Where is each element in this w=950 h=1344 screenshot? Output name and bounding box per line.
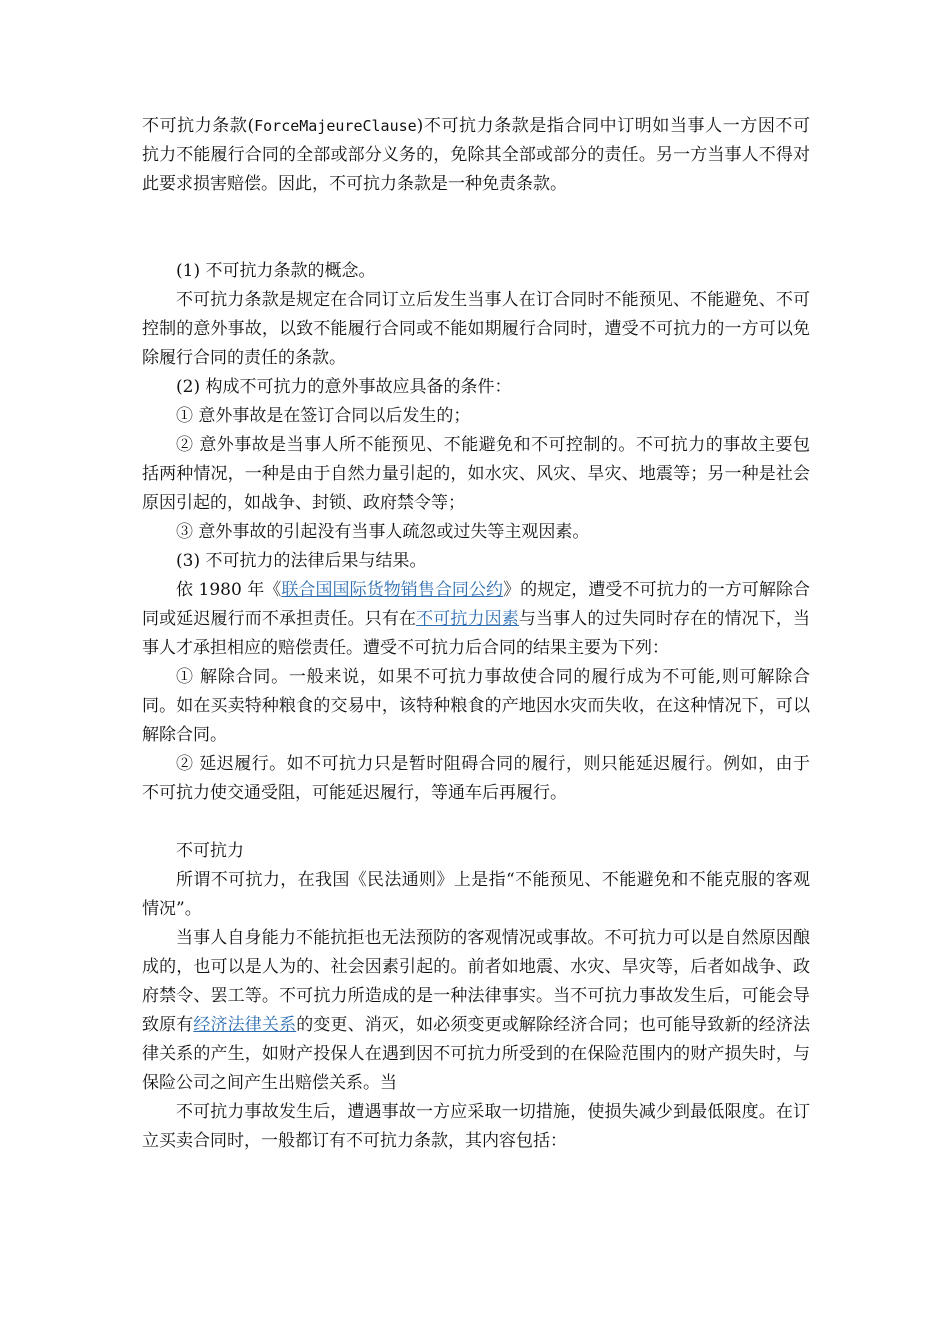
section1-body: 不可抗力条款是规定在合同订立后发生当事人在订合同时不能预见、不能避免、不可控制的意外事故，以致不能履行合同或不能如期履行合同时，遭受不可抗力的一方可以免除履行合同的责任的条款。	[142, 290, 810, 368]
section3-body-post: 与当事人的过失同时存在的情况下，当事人才承担相应的赔偿责任。遭受不可抗力后合同的结果主要为下列：	[142, 609, 811, 658]
section4-para3: 不可抗力事故发生后，遭遇事故一方应采取一切措施，使损失减少到最低限度。在订立买卖合同时，一般都订有不可抗力条款，其内容包括：	[142, 1102, 810, 1151]
section4-para1: 所谓不可抗力，在我国《民法通则》上是指“不能预见、不能避免和不能克服的客观情况”。	[142, 870, 810, 919]
section2-item-3: ③ 意外事故的引起没有当事人疏忽或过失等主观因素。	[176, 522, 590, 542]
section2-item-2: ② 意外事故是当事人所不能预见、不能避免和不可控制的。不可抗力的事故主要包括两种情况，一种是由于自然力量引起的，如水灾、风灾、旱灾、地震等；另一种是社会原因引起的，如战争、封锁、政府禁令等；	[142, 435, 810, 513]
intro-term: ForceMajeureClause	[254, 117, 417, 135]
section3-body-pre: 依 1980 年《	[176, 580, 282, 600]
intro-prefix: 不可抗力条款(	[142, 116, 255, 136]
section3-body	[142, 576, 810, 663]
section2-heading: (2) 构成不可抗力的意外事故应具备的条件：	[176, 377, 512, 397]
section1-heading: (1) 不可抗力条款的概念。	[176, 261, 376, 281]
cisg-link[interactable]: 联合国国际货物销售合同公约	[281, 580, 504, 600]
intro-suffix: )不可抗力条款是指合同中订明如当事人一方因不可抗力不能履行合同的全部或部分义务的，免除其全部或部分的责任。另一方当事人不得对此要求损害赔偿。因此，不可抗力条款是一种免责条款。	[142, 116, 810, 194]
force-majeure-factor-link[interactable]: 不可抗力因素	[416, 609, 519, 629]
section2-item-1: ① 意外事故是在签订合同以后发生的；	[176, 406, 471, 426]
section4-heading: 不可抗力	[176, 841, 244, 861]
section4-para2	[142, 924, 810, 1098]
spacer	[142, 199, 810, 257]
intro-paragraph	[142, 112, 810, 199]
section4-para2-post: 的变更、消灭，如必须变更或解除经济合同；也可能导致新的经济法律关系的产生，如财产投保人在遇到因不可抗力所受到的在保险范围内的财产损失时，与保险公司之间产生出赔偿关系。当	[142, 1015, 811, 1093]
section3-item-1: ① 解除合同。一般来说，如果不可抗力事故使合同的履行成为不可能,则可解除合同。如在买卖特种粮食的交易中，该特种粮食的产地因水灾而失收，在这种情况下，可以解除合同。	[142, 667, 810, 745]
economic-legal-relation-link[interactable]: 经济法律关系	[193, 1015, 297, 1035]
document-body	[142, 112, 810, 1156]
section3-body-mid: 》的规定，遭受不可抗力的一方可解除合同或延迟履行而不承担责任。只有在	[142, 580, 811, 629]
section3-heading: (3) 不可抗力的法律后果与结果。	[176, 551, 427, 571]
spacer	[142, 808, 810, 837]
section3-item-2: ② 延迟履行。如不可抗力只是暂时阻碍合同的履行，则只能延迟履行。例如，由于不可抗力使交通受阻，可能延迟履行，等通车后再履行。	[142, 754, 810, 803]
section4-para2-pre: 当事人自身能力不能抗拒也无法预防的客观情况或事故。不可抗力可以是自然原因酿成的，也可以是人为的、社会因素引起的。前者如地震、水灾、旱灾等，后者如战争、政府禁令、罢工等。不可抗力所造成的是一种法律事实。当不可抗力事故发生后，可能会导致原有	[142, 928, 810, 1035]
